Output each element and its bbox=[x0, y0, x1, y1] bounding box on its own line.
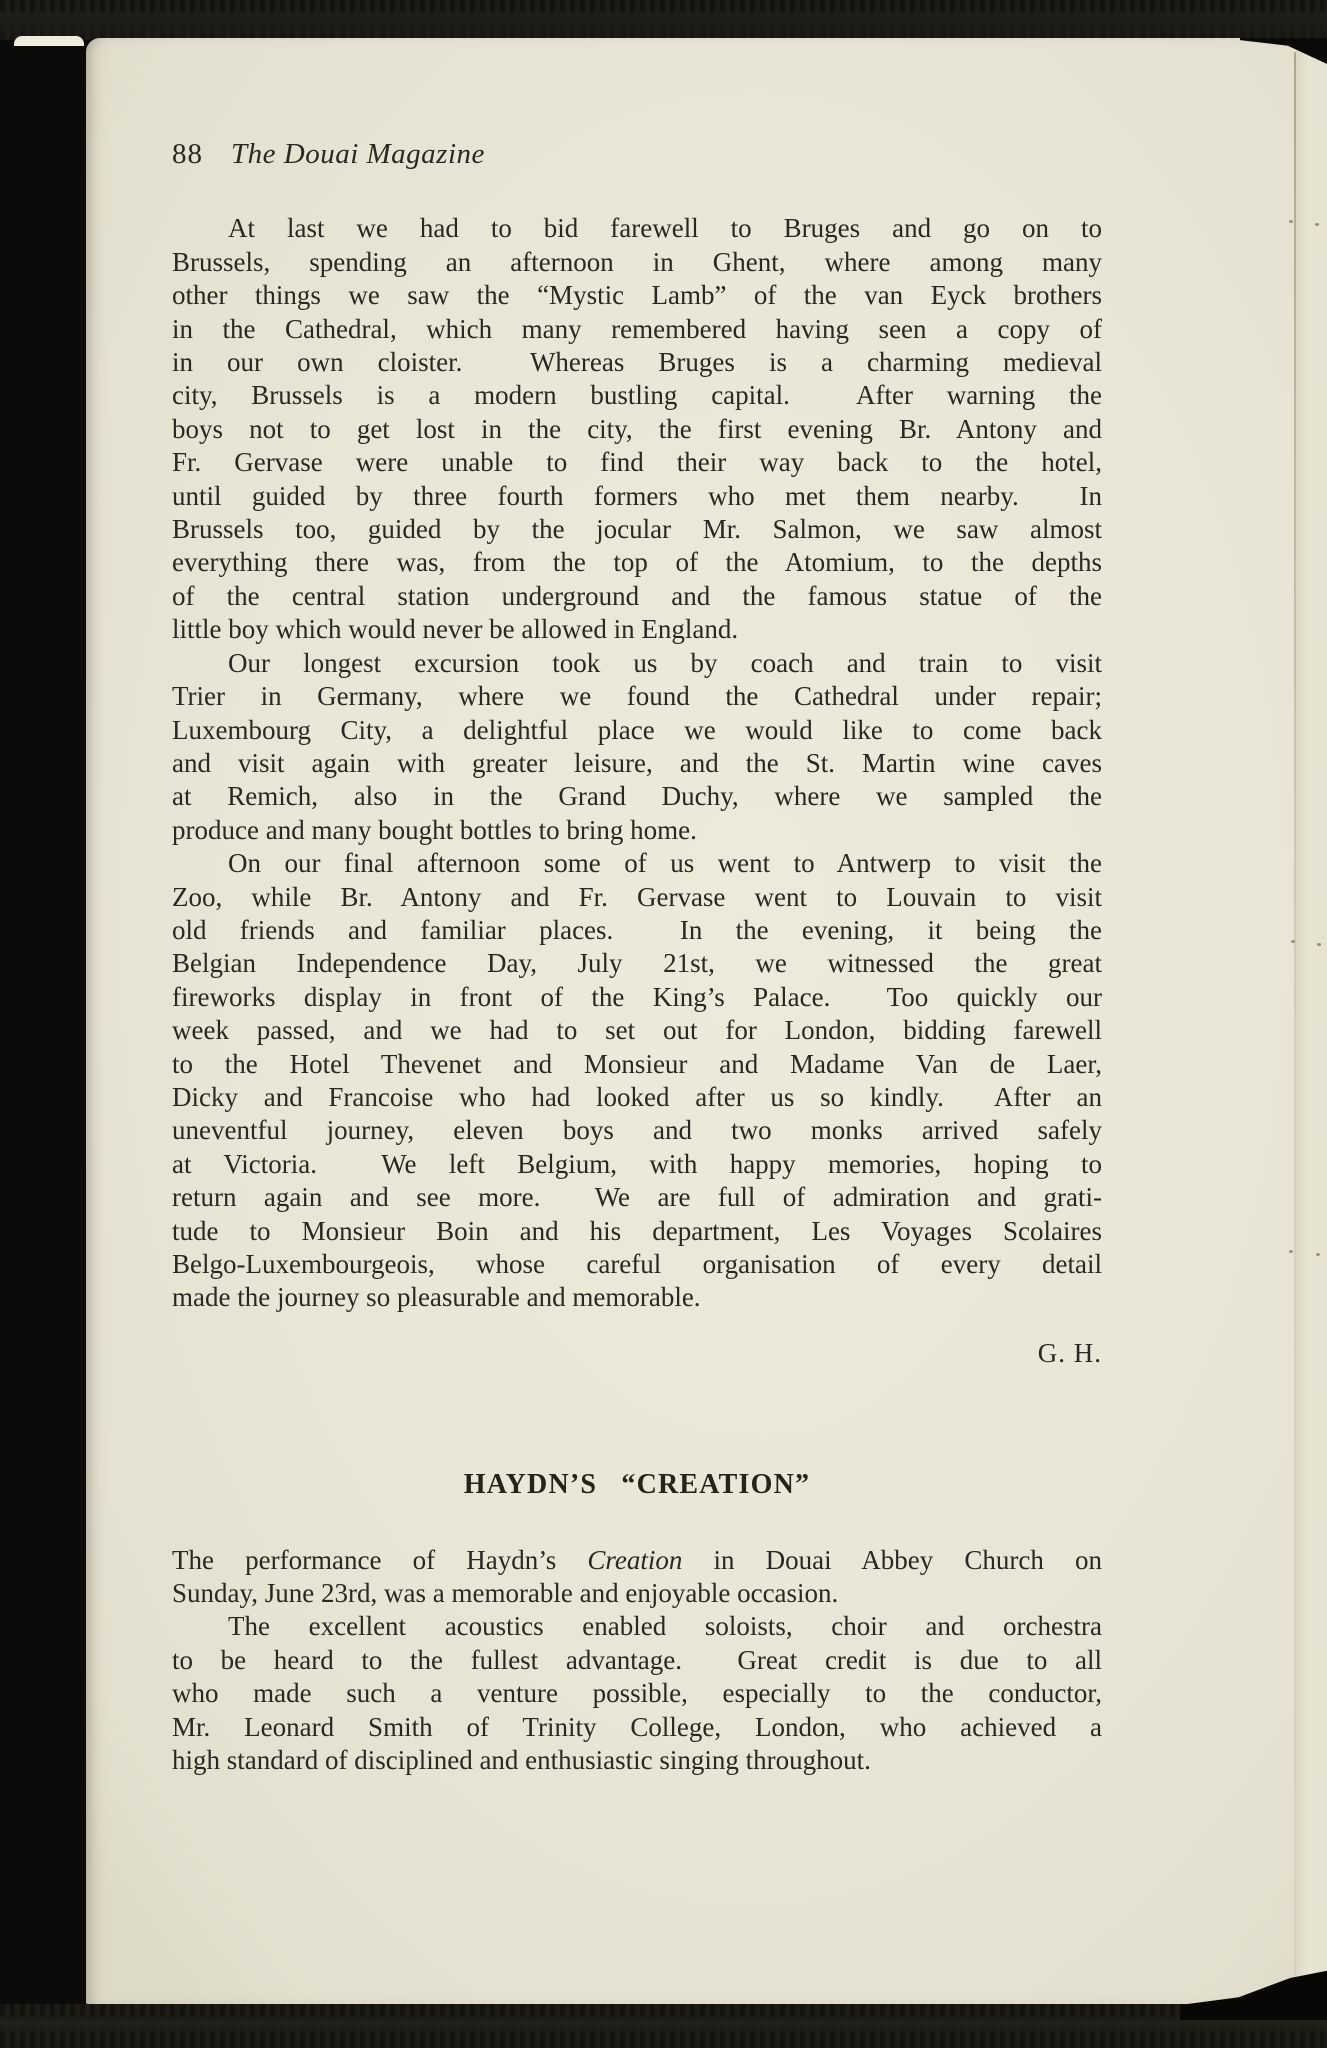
text-line: Brussels, spending an afternoon in Ghent, where among many bbox=[172, 246, 1102, 277]
sewing-speck bbox=[1315, 223, 1319, 226]
travel-paragraph-2 bbox=[172, 647, 1102, 847]
text-line: Trier in Germany, where we found the Cathedral under repair; bbox=[172, 681, 1102, 712]
text-line: other things we saw the “Mystic Lamb” of the van Eyck brothers bbox=[172, 280, 1102, 311]
section-heading: HAYDN’S “CREATION” bbox=[463, 1469, 811, 1501]
sewing-speck bbox=[1316, 1253, 1320, 1256]
haydn-paragraph-1-line-1: The performance of Haydn’s Creation in Douai Abbey Church on bbox=[172, 1544, 1103, 1575]
page-corner-step bbox=[14, 36, 84, 46]
text-line: to the Hotel Thevenet and Monsieur and Madame Van de Laer, bbox=[172, 1048, 1102, 1079]
text-line: Luxembourg City, a delightful place we would like to come back bbox=[172, 714, 1102, 745]
text-column bbox=[172, 138, 1102, 1777]
page-stack-fore-edge bbox=[0, 40, 96, 1998]
text-line: and visit again with greater leisure, and the St. Martin wine caves bbox=[172, 747, 1102, 778]
text-line: old friends and familiar places. In the evening, it being the bbox=[172, 914, 1102, 945]
text-line: to be heard to the fullest advantage. Great credit is due to all bbox=[172, 1644, 1102, 1675]
text-line: uneventful journey, eleven boys and two monks arrived safely bbox=[172, 1115, 1102, 1146]
text-line: Zoo, while Br. Antony and Fr. Gervase went to Louvain to visit bbox=[172, 881, 1102, 912]
sewing-speck bbox=[1289, 1250, 1293, 1253]
text-line: at Remich, also in the Grand Duchy, where we sampled the bbox=[172, 781, 1102, 812]
running-header bbox=[172, 138, 1102, 171]
travel-paragraph-3 bbox=[172, 847, 1102, 1315]
haydn-paragraph-2 bbox=[172, 1610, 1102, 1777]
text-line: in the Cathedral, which many remembered having seen a copy of bbox=[172, 313, 1102, 344]
facing-page-sliver bbox=[1296, 48, 1327, 1998]
text-line: everything there was, from the top of the Atomium, to the depths bbox=[172, 547, 1102, 578]
text-line: At last we had to bid farewell to Bruges and go on to bbox=[228, 213, 1102, 244]
magazine-title: The Douai Magazine bbox=[231, 138, 485, 170]
sewing-speck bbox=[1291, 940, 1295, 943]
author-initials: G. H. bbox=[1037, 1337, 1102, 1368]
text-line: made the journey so pleasurable and memorable. bbox=[172, 1282, 701, 1313]
sewing-speck bbox=[1317, 943, 1321, 946]
text-line: who made such a venture possible, especially to the conductor, bbox=[172, 1678, 1102, 1709]
text-line: city, Brussels is a modern bustling capital. After warning the bbox=[172, 380, 1102, 411]
text-line: week passed, and we had to set out for London, bidding farewell bbox=[172, 1015, 1102, 1046]
sewing-speck bbox=[1289, 220, 1293, 223]
book-cover-bottom-edge bbox=[0, 2004, 1327, 2048]
text-line: boys not to get lost in the city, the first evening Br. Antony and bbox=[172, 413, 1102, 444]
text-line: tude to Monsieur Boin and his department, Les Voyages Scolaires bbox=[172, 1215, 1102, 1246]
text-line: Our longest excursion took us by coach and train to visit bbox=[228, 647, 1102, 678]
text-line: until guided by three fourth formers who met them nearby. In bbox=[172, 480, 1102, 511]
text-line: Dicky and Francoise who had looked after us so kindly. After an bbox=[172, 1081, 1102, 1112]
page-number: 88 bbox=[172, 138, 203, 170]
travel-paragraph-1 bbox=[172, 212, 1102, 646]
text-line: Belgo-Luxembourgeois, whose careful organisation of every detail bbox=[172, 1249, 1102, 1279]
text-line: of the central station underground and the famous statue of the bbox=[172, 580, 1102, 611]
haydn-paragraph-1-line-2: Sunday, June 23rd, was a memorable and enjoyable occasion. bbox=[172, 1578, 839, 1609]
text-line: return again and see more. We are full of admiration and grati- bbox=[172, 1182, 1102, 1213]
text-line: The excellent acoustics enabled soloists, choir and orchestra bbox=[228, 1611, 1102, 1642]
text-line: little boy which would never be allowed in England. bbox=[172, 614, 739, 645]
text-line: in our own cloister. Whereas Bruges is a charming medieval bbox=[172, 347, 1102, 378]
text-line: On our final afternoon some of us went to Antwerp to visit the bbox=[228, 848, 1102, 879]
text-line: Belgian Independence Day, July 21st, we witnessed the great bbox=[172, 948, 1102, 979]
haydn-paragraph-1 bbox=[172, 1544, 1102, 1611]
text-line: high standard of disciplined and enthusiastic singing throughout. bbox=[172, 1745, 871, 1776]
text-line: fireworks display in front of the King’s Palace. Too quickly our bbox=[172, 981, 1102, 1012]
book-cover-top-edge bbox=[0, 0, 1327, 40]
text-line: at Victoria. We left Belgium, with happy memories, hoping to bbox=[172, 1148, 1102, 1179]
haydn-section bbox=[172, 1544, 1102, 1778]
text-line: produce and many bought bottles to bring home. bbox=[172, 814, 697, 845]
text-line: Brussels too, guided by the jocular Mr. Salmon, we saw almost bbox=[172, 514, 1102, 545]
creation-work-title: Creation bbox=[587, 1544, 683, 1575]
text-line: Fr. Gervase were unable to find their way back to the hotel, bbox=[172, 447, 1102, 478]
text-line: Mr. Leonard Smith of Trinity College, London, who achieved a bbox=[172, 1711, 1102, 1742]
